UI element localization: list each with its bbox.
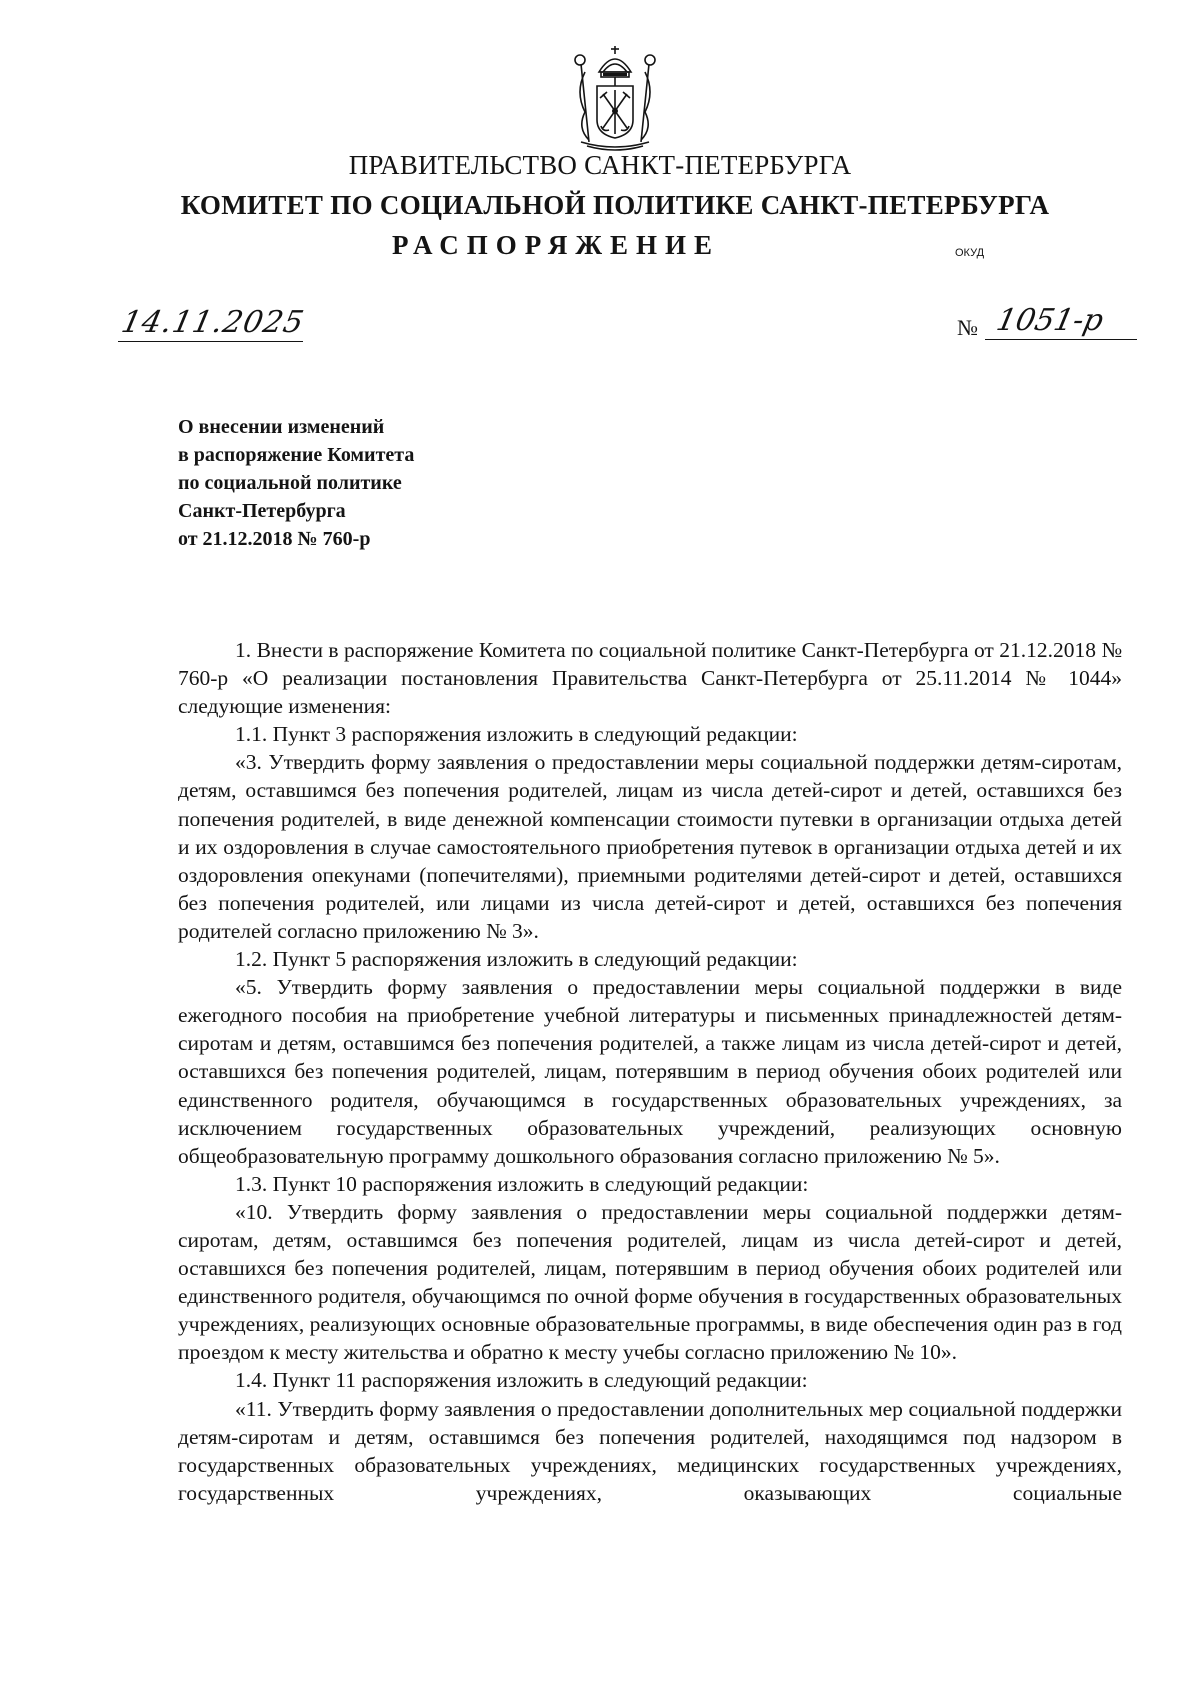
subject-line: О внесении изменений <box>178 416 385 438</box>
document-date-field <box>118 305 308 342</box>
quote-point-3: «3. Утвердить форму заявления о предоставлении меры социальной поддержки детям-сиротам, детям, оставшимся без попечения родителей, лицам из числа детей-сирот и детей, оставшихся без попечения родителей, в виде денежной компенсации стоимости путевки в организации отдыха детей и их оздоровления в случае самостоятельного приобретения путевок в организации отдыха детей и их оздоровления опекунами (попечителями), приемными родителями детей-сирот и детей, оставшихся без попечения родителей, или лицами из числа детей-сирот и детей, оставшихся без попечения родителей согласно приложению № 3». <box>178 750 1122 943</box>
document-type-heading: РАСПОРЯЖЕНИЕ <box>392 230 721 260</box>
paragraph-1-4: 1.4. Пункт 11 распоряжения изложить в следующий редакции: <box>235 1368 808 1393</box>
quote-point-10: «10. Утвердить форму заявления о предоставлении меры социальной поддержки детям-сиротам, детям, оставшимся без попечения родителей, лицам из числа детей-сирот и детей, оставшихся без попечения родителей, лицам, потерявшим в период обучения обоих родителей или единственного родителя, обучающимся по очной форме обучения в государственных образовательных учреждениях, реализующих основные образовательные программы, в виде обеспечения один раз в год проездом к месту жительства и обратно к месту учебы согласно приложению № 10». <box>178 1199 1122 1365</box>
quote-point-5: «5. Утвердить форму заявления о предоставлении меры социальной поддержки в виде ежегодного пособия на приобретение учебной литературы и письменных принадлежностей детям-сиротам и детям, оставшимся без попечения родителей, а также лицам из числа детей-сирот и детей, оставшихся без попечения родителей, лицам, потерявшим в период обучения обоих родителей или единственного родителя, обучающимся в государственных образовательных учреждениях, за исключением государственных образовательных учреждений, реализующих основную общеобразовательную программу дошкольного образования согласно приложению № 5». <box>178 975 1122 1168</box>
subject-line: по социальной политике <box>178 472 402 494</box>
committee-title: КОМИТЕТ ПО СОЦИАЛЬНОЙ ПОЛИТИКЕ САНКТ-ПЕТЕРБУРГА <box>180 190 1050 220</box>
document-number: 1051-р <box>993 303 1107 338</box>
paragraph-1: 1. Внести в распоряжение Комитета по социальной политике Санкт-Петербурга от 21.12.2018 № 760-р «О реализации постановления Правительства Санкт-Петербурга от 25.11.2014 № 1044» следующие изменения: <box>178 638 1122 719</box>
document-date: 14.11.2025 <box>118 305 308 340</box>
document-subject <box>178 413 414 553</box>
saint-petersburg-coat-of-arms-icon <box>567 42 663 152</box>
quote-point-11: «11. Утвердить форму заявления о предоставлении дополнительных мер социальной поддержки детям-сиротам и детям, оставшимся без попечения родителей, находящимся под надзором в государственных образовательных учреждениях, медицинских государственных учреждениях, государственных учреждениях, оказывающих социальные <box>178 1396 1122 1505</box>
paragraph-1-2: 1.2. Пункт 5 распоряжения изложить в следующий редакции: <box>235 947 798 972</box>
paragraph-1-1: 1.1. Пункт 3 распоряжения изложить в следующий редакции: <box>235 722 798 747</box>
subject-line: Санкт-Петербурга <box>178 500 346 522</box>
paragraph-1-3: 1.3. Пункт 10 распоряжения изложить в следующий редакции: <box>235 1171 809 1196</box>
number-sign: № <box>957 315 978 340</box>
subject-line: в распоряжение Комитета <box>178 444 415 466</box>
okud-label: ОКУД <box>955 247 985 259</box>
document-number-field <box>957 305 1137 341</box>
number-underline <box>985 339 1137 340</box>
document-body <box>178 636 1122 1507</box>
government-title: ПРАВИТЕЛЬСТВО САНКТ-ПЕТЕРБУРГА <box>348 150 852 180</box>
subject-line: от 21.12.2018 № 760-р <box>178 528 371 550</box>
